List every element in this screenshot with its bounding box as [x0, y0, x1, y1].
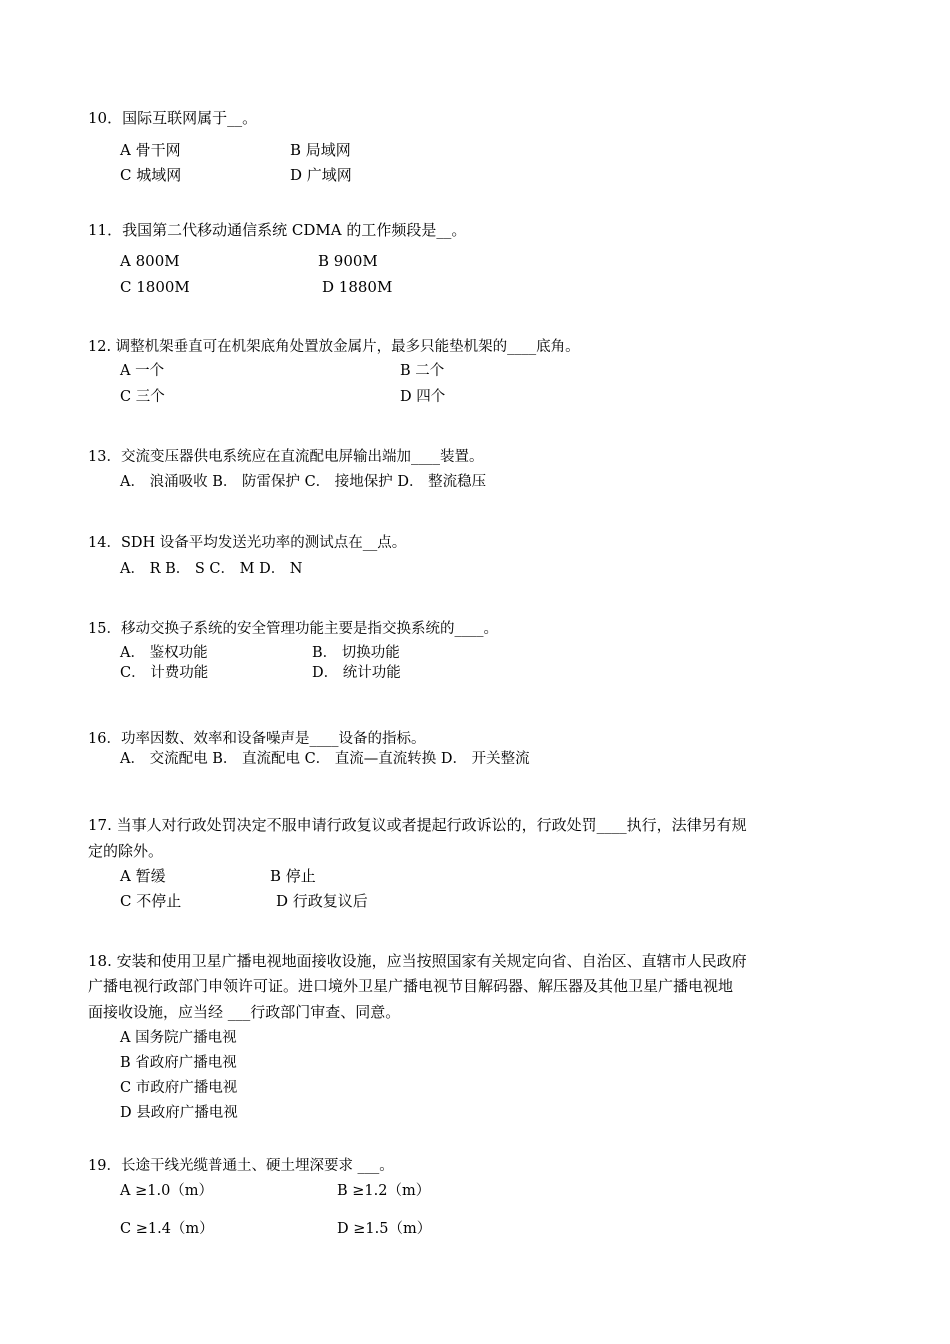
question-15-option-b: B． 切换功能 [312, 645, 400, 661]
question-11-option-b: B 900M [318, 252, 378, 270]
question-12-option-b: B 二个 [400, 363, 445, 379]
question-11-option-a: A 800M [120, 252, 180, 270]
question-19-option-c: C ≥1.4（m） [120, 1221, 214, 1237]
question-10-option-c: C 城域网 [120, 166, 182, 184]
question-10-option-d: D 广域网 [290, 166, 352, 184]
question-11-option-d: D 1880M [322, 278, 393, 296]
question-18-option-a: A 国务院广播电视 [120, 1030, 237, 1046]
question-11-option-c: C 1800M [120, 278, 190, 296]
question-17-stem-line-2: 定的除外。 [88, 842, 164, 860]
question-16-stem: 16．功率因数、效率和设备噪声是____设备的指标。 [88, 731, 426, 747]
question-13-options: A． 浪涌吸收 B． 防雷保护 C． 接地保护 D． 整流稳压 [120, 474, 487, 490]
question-15-option-d: D． 统计功能 [312, 665, 401, 681]
question-16-options: A． 交流配电 B． 直流配电 C． 直流—直流转换 D． 开关整流 [120, 751, 530, 767]
question-14-stem: 14．SDH 设备平均发送光功率的测试点在__点。 [88, 535, 407, 551]
question-19-stem: 19．长途干线光缆普通土、硬土埋深要求 ___。 [88, 1158, 394, 1174]
question-10-option-a: A 骨干网 [120, 141, 181, 159]
question-15-stem: 15．移动交换子系统的安全管理功能主要是指交换系统的____。 [88, 621, 498, 637]
question-11-stem: 11．我国第二代移动通信系统 CDMA 的工作频段是__。 [88, 221, 467, 239]
question-19-option-d: D ≥1.5（m） [337, 1221, 432, 1237]
question-17-option-c: C 不停止 [120, 892, 182, 910]
question-17-option-a: A 暂缓 [120, 867, 166, 885]
question-19-option-a: A ≥1.0（m） [120, 1183, 214, 1199]
question-12-option-a: A 一个 [120, 363, 165, 379]
question-15-option-a: A． 鉴权功能 [120, 645, 208, 661]
question-17-option-b: B 停止 [270, 867, 316, 885]
question-17-stem-line-1: 17. 当事人对行政处罚决定不服申请行政复议或者提起行政诉讼的，行政处罚____执行，法律另有规 [88, 816, 747, 834]
question-13-stem: 13．交流变压器供电系统应在直流配电屏输出端加____装置。 [88, 449, 484, 465]
question-10-option-b: B 局域网 [290, 141, 351, 159]
question-19-option-b: B ≥1.2（m） [337, 1183, 431, 1199]
question-12-option-d: D 四个 [400, 389, 446, 405]
question-15-option-c: C． 计费功能 [120, 665, 209, 681]
question-18-stem-line-3: 面接收设施，应当经 ___行政部门审查、同意。 [88, 1003, 401, 1021]
question-18-stem-line-2: 广播电视行政部门申领许可证。进口境外卫星广播电视节目解码器、解压器及其他卫星广播电视地 [88, 977, 734, 995]
question-12-option-c: C 三个 [120, 389, 165, 405]
question-17-option-d: D 行政复议后 [276, 892, 368, 910]
question-18-option-c: C 市政府广播电视 [120, 1080, 238, 1096]
question-18-stem-line-1: 18. 安装和使用卫星广播电视地面接收设施，应当按照国家有关规定向省、自治区、直辖市人民政府 [88, 952, 747, 970]
question-10-stem: 10．国际互联网属于__。 [88, 109, 258, 127]
question-18-option-d: D 县政府广播电视 [120, 1105, 238, 1121]
question-14-options: A． R B． S C． M D． N [120, 561, 303, 577]
question-18-option-b: B 省政府广播电视 [120, 1055, 237, 1071]
question-12-stem: 12. 调整机架垂直可在机架底角处置放金属片，最多只能垫机架的____底角。 [88, 339, 580, 355]
